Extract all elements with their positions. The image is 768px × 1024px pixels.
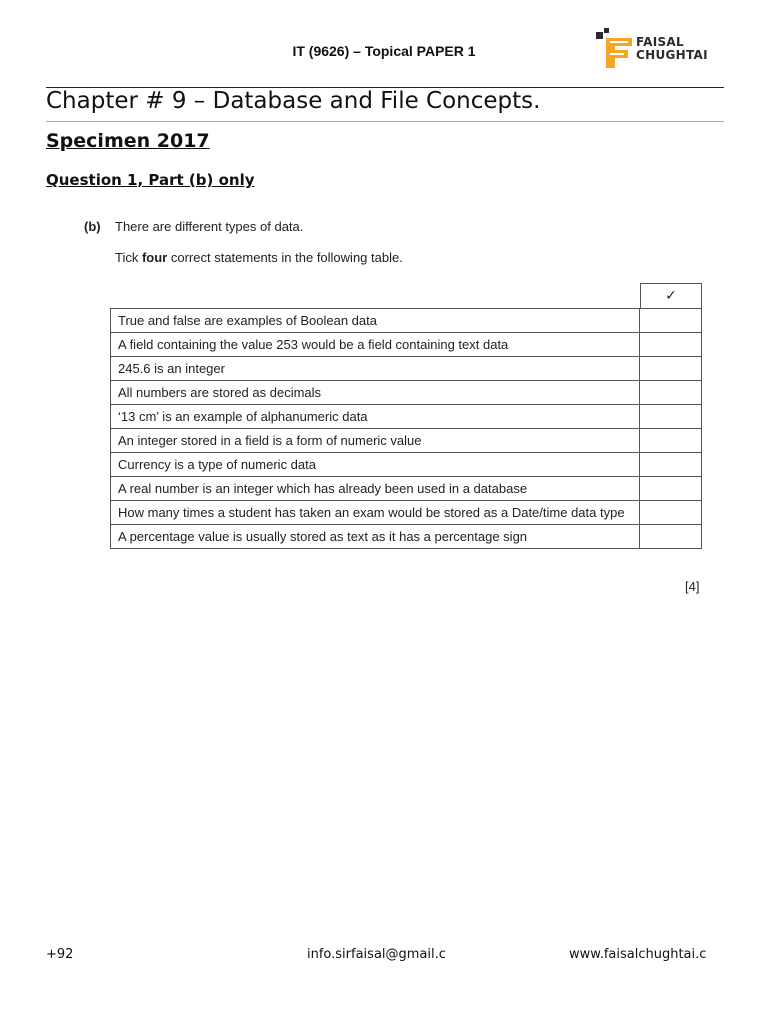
table-row (111, 525, 702, 549)
instruction-bold: four (141, 250, 168, 265)
table-row (111, 453, 702, 477)
statement-cell: 245.6 is an integer (111, 357, 640, 381)
statement-cell: A percentage value is usually stored as text as it has a percentage sign (111, 525, 640, 549)
tick-cell[interactable] (640, 429, 702, 453)
instruction-text (115, 250, 403, 265)
statements-table (110, 308, 702, 549)
tick-cell[interactable] (640, 357, 702, 381)
part-text: There are different types of data. (115, 219, 304, 234)
brand-logo (596, 26, 726, 74)
footer-email: info.sirfaisal@gmail.c (307, 947, 446, 962)
statement-cell: ‘13 cm’ is an example of alphanumeric data (111, 405, 640, 429)
specimen-heading: Specimen 2017 (46, 130, 210, 152)
statement-cell: All numbers are stored as decimals (111, 381, 640, 405)
footer-phone: +92 (46, 947, 74, 962)
instruction-post: correct statements in the following table. (167, 250, 403, 265)
tick-column-header: ✓ (640, 283, 702, 309)
statement-cell: An integer stored in a field is a form of numeric value (111, 429, 640, 453)
marks-label: [4] (685, 579, 700, 594)
table-row (111, 357, 702, 381)
table-row (111, 429, 702, 453)
tick-cell[interactable] (640, 501, 702, 525)
statement-cell: How many times a student has taken an exam would be stored as a Date/time data type (111, 501, 640, 525)
table-row (111, 405, 702, 429)
instruction-pre: Tick (115, 250, 142, 265)
statement-cell: A real number is an integer which has already been used in a database (111, 477, 640, 501)
logo-line-1: FAISAL (636, 35, 684, 49)
statement-cell: A field containing the value 253 would be a field containing text data (111, 333, 640, 357)
logo-line-2: CHUGHTAI (636, 48, 708, 62)
table-row (111, 501, 702, 525)
question-heading: Question 1, Part (b) only (46, 171, 255, 189)
table-row (111, 309, 702, 333)
tick-cell[interactable] (640, 381, 702, 405)
statement-cell: True and false are examples of Boolean data (111, 309, 640, 333)
tick-cell[interactable] (640, 525, 702, 549)
tick-cell[interactable] (640, 477, 702, 501)
table-row (111, 381, 702, 405)
chapter-title: Chapter # 9 – Database and File Concepts. (46, 88, 541, 114)
tick-cell[interactable] (640, 453, 702, 477)
tick-cell[interactable] (640, 405, 702, 429)
table-row (111, 333, 702, 357)
table-row (111, 477, 702, 501)
header-title: IT (9626) – Topical PAPER 1 (292, 43, 476, 59)
divider-bottom (46, 121, 724, 122)
part-label: (b) (84, 219, 101, 234)
footer-website: www.faisalchughtai.c (569, 947, 707, 962)
statement-cell: Currency is a type of numeric data (111, 453, 640, 477)
tick-cell[interactable] (640, 309, 702, 333)
tick-cell[interactable] (640, 333, 702, 357)
logo-icon (596, 28, 636, 72)
logo-text (636, 36, 708, 62)
